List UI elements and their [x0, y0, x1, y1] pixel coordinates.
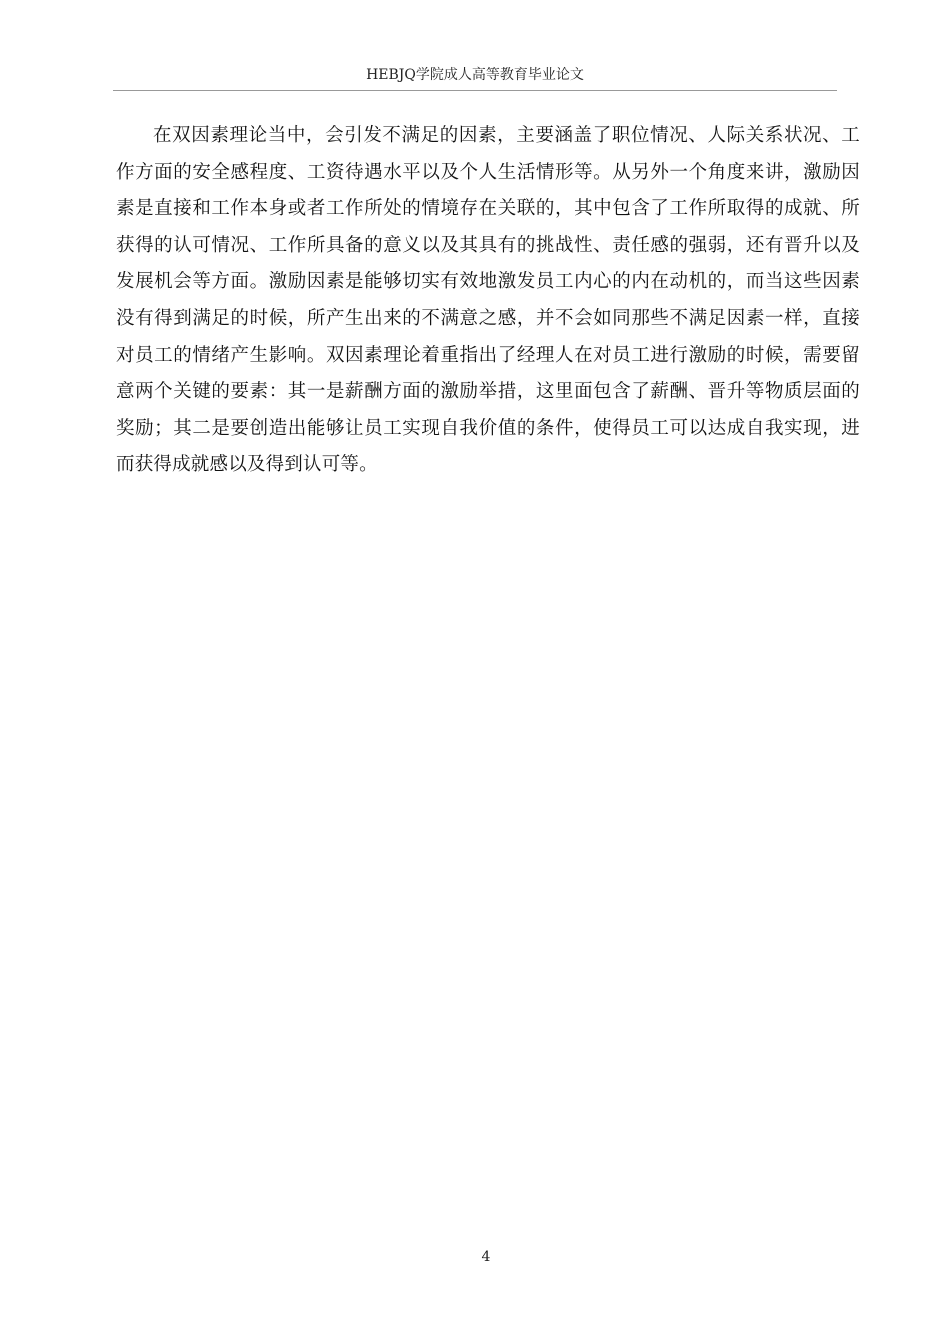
running-header: HEBJQ学院成人高等教育毕业论文: [366, 67, 584, 83]
paragraph-line: 意两个关键的要素：其一是薪酬方面的激励举措，这里面包含了薪酬、晋升等物质层面的: [116, 381, 860, 403]
header-rule: [113, 90, 837, 91]
paragraph-line: 素是直接和工作本身或者工作所处的情境存在关联的，其中包含了工作所取得的成就、所: [116, 198, 860, 220]
paragraph-line: 发展机会等方面。激励因素是能够切实有效地激发员工内心的内在动机的，而当这些因素: [116, 271, 860, 293]
page-number: 4: [481, 1249, 491, 1265]
paragraph-line: 奖励；其二是要创造出能够让员工实现自我价值的条件，使得员工可以达成自我实现，进: [116, 417, 860, 439]
paragraph-line: 对员工的情绪产生影响。双因素理论着重指出了经理人在对员工进行激励的时候，需要留: [116, 344, 860, 366]
paragraph-line: 获得的认可情况、工作所具备的意义以及其具有的挑战性、责任感的强弱，还有晋升以及: [116, 234, 860, 256]
paragraph-line: 没有得到满足的时候，所产生出来的不满意之感，并不会如同那些不满足因素一样，直接: [116, 307, 860, 329]
paragraph-line: 在双因素理论当中，会引发不满足的因素，主要涵盖了职位情况、人际关系状况、工: [153, 125, 860, 146]
body-paragraph: [116, 118, 860, 484]
paragraph-line: 作方面的安全感程度、工资待遇水平以及个人生活情形等。从另外一个角度来讲，激励因: [116, 161, 860, 183]
paragraph-line: 而获得成就感以及得到认可等。: [116, 454, 378, 476]
